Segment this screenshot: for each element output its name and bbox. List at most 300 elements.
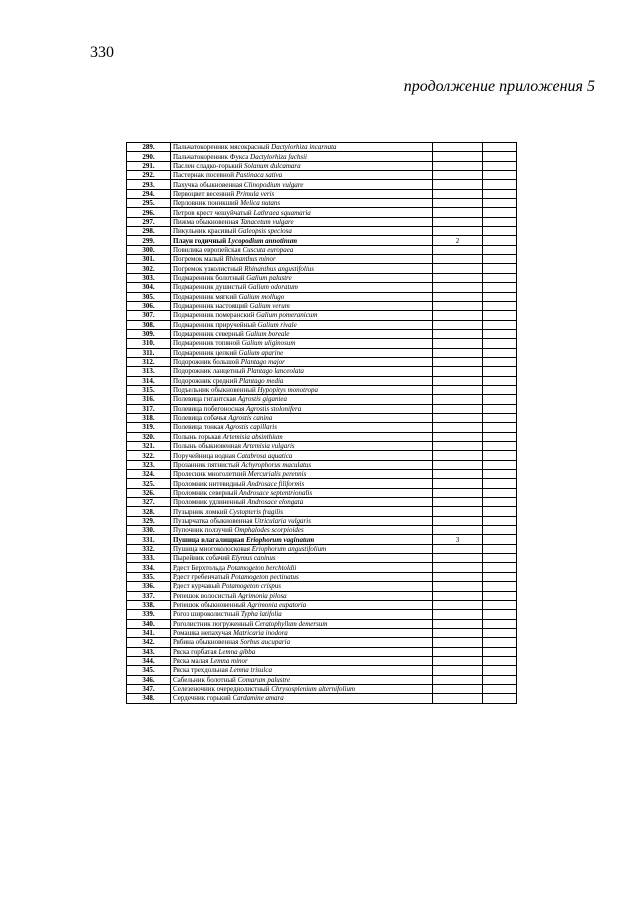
category-cell bbox=[433, 180, 483, 189]
empty-cell bbox=[483, 535, 517, 544]
row-number: 326. bbox=[127, 488, 171, 497]
species-russian-name: Подмаренник цепкий bbox=[173, 348, 237, 357]
species-latin-name: Agrostis stolonifera bbox=[246, 404, 302, 413]
category-cell bbox=[433, 273, 483, 282]
species-latin-name: Androsace elongata bbox=[247, 498, 304, 507]
species-latin-name: Sorbus aucuparia bbox=[240, 638, 291, 647]
category-cell bbox=[433, 675, 483, 684]
table-row bbox=[127, 273, 517, 282]
row-number: 325. bbox=[127, 479, 171, 488]
species-latin-name: Artemisia absinthium bbox=[222, 432, 283, 441]
species-russian-name: Проломник нитевидный bbox=[173, 479, 246, 488]
species-latin-name: Plantago media bbox=[238, 376, 284, 385]
row-number: 308. bbox=[127, 320, 171, 329]
species-name-cell bbox=[171, 171, 433, 180]
species-latin-name: Artemisia vulgaris bbox=[242, 442, 295, 451]
row-number: 317. bbox=[127, 404, 171, 413]
species-russian-name: Подорожник большой bbox=[173, 358, 240, 367]
empty-cell bbox=[483, 236, 517, 245]
category-cell bbox=[433, 591, 483, 600]
species-latin-name: Potamogeton berchtoldii bbox=[226, 563, 297, 572]
species-latin-name: Mercurialis perennis bbox=[247, 470, 307, 479]
category-cell bbox=[433, 292, 483, 301]
species-latin-name: Cardamine amara bbox=[232, 694, 284, 703]
species-russian-name: Пикульник красивый bbox=[173, 227, 237, 236]
species-name-cell bbox=[171, 273, 433, 282]
species-name-cell bbox=[171, 610, 433, 619]
category-cell bbox=[433, 217, 483, 226]
row-number: 322. bbox=[127, 451, 171, 460]
category-cell bbox=[433, 227, 483, 236]
table-row bbox=[127, 152, 517, 161]
species-name-cell bbox=[171, 292, 433, 301]
table-row bbox=[127, 208, 517, 217]
species-name-cell bbox=[171, 367, 433, 376]
table-row bbox=[127, 283, 517, 292]
species-latin-name: Primula veris bbox=[235, 189, 275, 198]
species-latin-name: Galium uliginosum bbox=[241, 339, 296, 348]
species-russian-name: Полынь горькая bbox=[173, 432, 221, 441]
species-name-cell bbox=[171, 413, 433, 422]
row-number: 316. bbox=[127, 395, 171, 404]
category-cell bbox=[433, 600, 483, 609]
species-name-cell bbox=[171, 526, 433, 535]
empty-cell bbox=[483, 367, 517, 376]
empty-cell bbox=[483, 171, 517, 180]
species-latin-name: Clinopodium vulgare bbox=[243, 180, 304, 189]
species-russian-name: Пушица многоколосковая bbox=[173, 544, 250, 553]
species-russian-name: Пижма обыкновенная bbox=[173, 217, 239, 226]
category-cell bbox=[433, 432, 483, 441]
species-russian-name: Полынь обыкновенная bbox=[173, 442, 241, 451]
row-number: 297. bbox=[127, 217, 171, 226]
empty-cell bbox=[483, 143, 517, 152]
species-russian-name: Пахучка обыкновенная bbox=[173, 180, 243, 189]
table-row bbox=[127, 675, 517, 684]
empty-cell bbox=[483, 320, 517, 329]
table-row bbox=[127, 516, 517, 525]
species-latin-name: Dactylorhiza incarnata bbox=[271, 143, 337, 152]
row-number: 315. bbox=[127, 385, 171, 394]
row-number: 341. bbox=[127, 628, 171, 637]
species-russian-name: Подмаренник померанский bbox=[173, 311, 255, 320]
species-russian-name: Пупочник ползучий bbox=[173, 526, 233, 535]
table-row bbox=[127, 189, 517, 198]
category-cell bbox=[433, 610, 483, 619]
row-number: 292. bbox=[127, 171, 171, 180]
empty-cell bbox=[483, 245, 517, 254]
category-cell bbox=[433, 339, 483, 348]
empty-cell bbox=[483, 563, 517, 572]
empty-cell bbox=[483, 199, 517, 208]
species-russian-name: Пальчатокоренник мясокрасный bbox=[173, 143, 270, 152]
category-cell bbox=[433, 376, 483, 385]
empty-cell bbox=[483, 582, 517, 591]
species-latin-name: Solanum dulcamara bbox=[244, 161, 301, 170]
species-latin-name: Androsace septentrionalis bbox=[239, 488, 313, 497]
species-name-cell bbox=[171, 535, 433, 544]
row-number: 331. bbox=[127, 535, 171, 544]
empty-cell bbox=[483, 413, 517, 422]
species-russian-name: Полевица собачья bbox=[173, 414, 227, 423]
species-russian-name: Роголистник погруженный bbox=[173, 619, 254, 628]
species-name-cell bbox=[171, 563, 433, 572]
table-row bbox=[127, 264, 517, 273]
row-number: 307. bbox=[127, 311, 171, 320]
species-latin-name: Tanacetum vulgare bbox=[240, 217, 294, 226]
species-latin-name: Lathraea squamaria bbox=[253, 208, 311, 217]
species-russian-name: Пузырчатка обыкновенная bbox=[173, 516, 253, 525]
species-name-cell bbox=[171, 245, 433, 254]
row-number: 318. bbox=[127, 413, 171, 422]
species-latin-name: Melica nutans bbox=[240, 199, 281, 208]
category-cell bbox=[433, 329, 483, 338]
species-russian-name: Репешок обыкновенный bbox=[173, 601, 246, 610]
species-name-cell bbox=[171, 264, 433, 273]
species-latin-name: Galium boreale bbox=[245, 330, 290, 339]
table-row bbox=[127, 460, 517, 469]
table-row bbox=[127, 535, 517, 544]
category-cell bbox=[433, 460, 483, 469]
species-name-cell bbox=[171, 283, 433, 292]
species-russian-name: Подмаренник топяной bbox=[173, 339, 240, 348]
species-russian-name: Рябина обыкновенная bbox=[173, 638, 239, 647]
species-russian-name: Паслен сладко-горький bbox=[173, 161, 243, 170]
empty-cell bbox=[483, 666, 517, 675]
table-row bbox=[127, 638, 517, 647]
row-number: 321. bbox=[127, 442, 171, 451]
empty-cell bbox=[483, 404, 517, 413]
species-russian-name: Рдест Берхтольда bbox=[173, 563, 226, 572]
table-row bbox=[127, 301, 517, 310]
row-number: 336. bbox=[127, 582, 171, 591]
species-name-cell bbox=[171, 395, 433, 404]
row-number: 339. bbox=[127, 610, 171, 619]
row-number: 302. bbox=[127, 264, 171, 273]
empty-cell bbox=[483, 189, 517, 198]
category-cell bbox=[433, 572, 483, 581]
species-name-cell bbox=[171, 311, 433, 320]
empty-cell bbox=[483, 273, 517, 282]
species-name-cell bbox=[171, 479, 433, 488]
row-number: 304. bbox=[127, 283, 171, 292]
species-name-cell bbox=[171, 227, 433, 236]
table-row bbox=[127, 199, 517, 208]
category-cell bbox=[433, 199, 483, 208]
row-number: 311. bbox=[127, 348, 171, 357]
species-name-cell bbox=[171, 357, 433, 366]
row-number: 290. bbox=[127, 152, 171, 161]
species-russian-name: Подмаренник душистый bbox=[173, 283, 247, 292]
row-number: 327. bbox=[127, 498, 171, 507]
category-cell bbox=[433, 694, 483, 703]
row-number: 300. bbox=[127, 245, 171, 254]
category-cell bbox=[433, 264, 483, 273]
row-number: 337. bbox=[127, 591, 171, 600]
empty-cell bbox=[483, 610, 517, 619]
species-name-cell bbox=[171, 161, 433, 170]
table-row bbox=[127, 385, 517, 394]
table-row bbox=[127, 227, 517, 236]
species-latin-name: Plantago lanceolata bbox=[246, 367, 304, 376]
species-latin-name: Comarum palustre bbox=[237, 675, 291, 684]
empty-cell bbox=[483, 339, 517, 348]
empty-cell bbox=[483, 591, 517, 600]
species-latin-name: Plantago major bbox=[240, 358, 285, 367]
row-number: 313. bbox=[127, 367, 171, 376]
table-row bbox=[127, 563, 517, 572]
empty-cell bbox=[483, 385, 517, 394]
species-russian-name: Проломник удлиненный bbox=[173, 498, 246, 507]
empty-cell bbox=[483, 161, 517, 170]
category-cell bbox=[433, 255, 483, 264]
species-name-cell bbox=[171, 320, 433, 329]
empty-cell bbox=[483, 488, 517, 497]
species-russian-name: Пальчатокоренник Фукса bbox=[173, 152, 249, 161]
row-number: 320. bbox=[127, 432, 171, 441]
table-row bbox=[127, 507, 517, 516]
species-name-cell bbox=[171, 572, 433, 581]
species-name-cell bbox=[171, 423, 433, 432]
category-cell bbox=[433, 507, 483, 516]
species-name-cell bbox=[171, 385, 433, 394]
empty-cell bbox=[483, 694, 517, 703]
species-name-cell bbox=[171, 217, 433, 226]
row-number: 298. bbox=[127, 227, 171, 236]
species-russian-name: Подорожник ланцетный bbox=[173, 367, 246, 376]
category-cell bbox=[433, 582, 483, 591]
empty-cell bbox=[483, 180, 517, 189]
species-russian-name: Плаун годичный bbox=[173, 236, 227, 245]
table-row bbox=[127, 311, 517, 320]
empty-cell bbox=[483, 479, 517, 488]
species-russian-name: Проломник северный bbox=[173, 488, 238, 497]
table-row bbox=[127, 367, 517, 376]
species-latin-name: Rhinanthus angustifolius bbox=[244, 264, 314, 273]
species-latin-name: Eriophorum vaginatum bbox=[245, 535, 315, 544]
table-row bbox=[127, 180, 517, 189]
empty-cell bbox=[483, 357, 517, 366]
species-russian-name: Пастернак посевной bbox=[173, 171, 234, 180]
species-russian-name: Подмаренник болотный bbox=[173, 273, 245, 282]
species-name-cell bbox=[171, 647, 433, 656]
empty-cell bbox=[483, 451, 517, 460]
category-cell bbox=[433, 357, 483, 366]
row-number: 346. bbox=[127, 675, 171, 684]
table-row bbox=[127, 171, 517, 180]
species-russian-name: Ромашка непахучая bbox=[173, 629, 232, 638]
category-cell bbox=[433, 423, 483, 432]
species-name-cell bbox=[171, 255, 433, 264]
species-latin-name: Potamogeton crispus bbox=[221, 582, 281, 591]
species-russian-name: Подмаренник настоящий bbox=[173, 302, 248, 311]
species-russian-name: Петров крест чешуйчатый bbox=[173, 208, 252, 217]
species-russian-name: Пушица влагалищная bbox=[173, 535, 245, 544]
species-russian-name: Полевица тонкая bbox=[173, 423, 224, 432]
empty-cell bbox=[483, 442, 517, 451]
species-name-cell bbox=[171, 694, 433, 703]
table-row bbox=[127, 320, 517, 329]
species-russian-name: Перловник поникший bbox=[173, 199, 239, 208]
row-number: 294. bbox=[127, 189, 171, 198]
table-row bbox=[127, 395, 517, 404]
species-name-cell bbox=[171, 675, 433, 684]
category-cell bbox=[433, 152, 483, 161]
species-latin-name: Lycopodium annotinum bbox=[227, 236, 298, 245]
species-name-cell bbox=[171, 208, 433, 217]
species-latin-name: Elymus caninus bbox=[231, 554, 276, 563]
species-name-cell bbox=[171, 628, 433, 637]
table-row bbox=[127, 526, 517, 535]
row-number: 328. bbox=[127, 507, 171, 516]
row-number: 323. bbox=[127, 460, 171, 469]
row-number: 344. bbox=[127, 656, 171, 665]
species-russian-name: Прозанник пятнистый bbox=[173, 460, 240, 469]
species-latin-name: Lemna gibba bbox=[218, 647, 256, 656]
species-russian-name: Полевица побегоносная bbox=[173, 404, 245, 413]
category-cell bbox=[433, 638, 483, 647]
species-russian-name: Погремок малый bbox=[173, 255, 224, 264]
species-russian-name: Пырейник собачий bbox=[173, 554, 230, 563]
table-row bbox=[127, 582, 517, 591]
table-row bbox=[127, 666, 517, 675]
species-name-cell bbox=[171, 180, 433, 189]
row-number: 295. bbox=[127, 199, 171, 208]
species-name-cell bbox=[171, 591, 433, 600]
row-number: 312. bbox=[127, 357, 171, 366]
species-latin-name: Agrimonia eupatoria bbox=[247, 601, 307, 610]
category-cell bbox=[433, 348, 483, 357]
species-latin-name: Galium pomeranicum bbox=[256, 311, 318, 320]
table-row bbox=[127, 600, 517, 609]
empty-cell bbox=[483, 227, 517, 236]
category-cell bbox=[433, 684, 483, 693]
table-row bbox=[127, 442, 517, 451]
category-cell bbox=[433, 245, 483, 254]
empty-cell bbox=[483, 395, 517, 404]
category-cell bbox=[433, 544, 483, 553]
empty-cell bbox=[483, 572, 517, 581]
table-row bbox=[127, 610, 517, 619]
empty-cell bbox=[483, 656, 517, 665]
empty-cell bbox=[483, 526, 517, 535]
row-number: 333. bbox=[127, 554, 171, 563]
page-number: 330 bbox=[90, 44, 114, 61]
species-latin-name: Matricaria inodora bbox=[233, 629, 288, 638]
species-latin-name: Androsace filiformis bbox=[247, 479, 305, 488]
species-russian-name: Повилика европейская bbox=[173, 245, 241, 254]
species-latin-name: Hypopitys monotropa bbox=[257, 386, 319, 395]
category-cell bbox=[433, 367, 483, 376]
table-row bbox=[127, 647, 517, 656]
category-cell bbox=[433, 563, 483, 572]
species-latin-name: Agrimonia pilosa bbox=[237, 591, 287, 600]
table-row bbox=[127, 329, 517, 338]
empty-cell bbox=[483, 507, 517, 516]
species-name-cell bbox=[171, 442, 433, 451]
category-cell bbox=[433, 666, 483, 675]
category-cell bbox=[433, 161, 483, 170]
species-name-cell bbox=[171, 432, 433, 441]
empty-cell bbox=[483, 600, 517, 609]
row-number: 299. bbox=[127, 236, 171, 245]
table-row bbox=[127, 357, 517, 366]
species-latin-name: Omphalodes scorpioides bbox=[234, 526, 304, 535]
species-name-cell bbox=[171, 498, 433, 507]
table-row bbox=[127, 432, 517, 441]
row-number: 305. bbox=[127, 292, 171, 301]
empty-cell bbox=[483, 684, 517, 693]
species-latin-name: Galium mollugo bbox=[238, 292, 285, 301]
empty-cell bbox=[483, 264, 517, 273]
table-row bbox=[127, 554, 517, 563]
category-cell bbox=[433, 208, 483, 217]
empty-cell bbox=[483, 470, 517, 479]
species-russian-name: Рдест гребенчатый bbox=[173, 572, 230, 581]
species-name-cell bbox=[171, 339, 433, 348]
species-latin-name: Achyrophorus maculatus bbox=[241, 460, 312, 469]
empty-cell bbox=[483, 498, 517, 507]
empty-cell bbox=[483, 554, 517, 563]
empty-cell bbox=[483, 628, 517, 637]
row-number: 306. bbox=[127, 301, 171, 310]
category-cell bbox=[433, 413, 483, 422]
table-row bbox=[127, 245, 517, 254]
appendix-title: продолжение приложения 5 bbox=[403, 78, 595, 95]
category-cell bbox=[433, 516, 483, 525]
species-latin-name: Catabrosa aquatica bbox=[236, 451, 293, 460]
table-row bbox=[127, 479, 517, 488]
species-latin-name: Typha latifolia bbox=[240, 610, 282, 619]
species-latin-name: Lemna minor bbox=[210, 657, 248, 666]
row-number: 338. bbox=[127, 600, 171, 609]
empty-cell bbox=[483, 544, 517, 553]
species-russian-name: Рдест курчавый bbox=[173, 582, 220, 591]
empty-cell bbox=[483, 647, 517, 656]
table-row bbox=[127, 217, 517, 226]
row-number: 303. bbox=[127, 273, 171, 282]
table-row bbox=[127, 143, 517, 152]
species-latin-name: Chrysosplenium alternifolium bbox=[271, 685, 355, 694]
species-latin-name: Pastinaca sativa bbox=[235, 171, 283, 180]
species-russian-name: Рогоз широколистный bbox=[173, 610, 240, 619]
species-latin-name: Galium aparine bbox=[238, 348, 284, 357]
category-cell bbox=[433, 470, 483, 479]
species-name-cell bbox=[171, 638, 433, 647]
species-name-cell bbox=[171, 301, 433, 310]
species-latin-name: Ceratophyllum demersum bbox=[254, 619, 328, 628]
species-name-cell bbox=[171, 684, 433, 693]
row-number: 342. bbox=[127, 638, 171, 647]
species-name-cell bbox=[171, 199, 433, 208]
species-latin-name: Agrostis capillaris bbox=[225, 423, 277, 432]
table-row bbox=[127, 292, 517, 301]
empty-cell bbox=[483, 423, 517, 432]
species-russian-name: Подъельник обыкновенный bbox=[173, 386, 256, 395]
row-number: 301. bbox=[127, 255, 171, 264]
species-russian-name: Подмаренник северный bbox=[173, 330, 244, 339]
category-cell bbox=[433, 189, 483, 198]
category-cell bbox=[433, 320, 483, 329]
empty-cell bbox=[483, 348, 517, 357]
species-russian-name: Сабельник болотный bbox=[173, 675, 236, 684]
species-latin-name: Potamogeton pectinatus bbox=[230, 572, 299, 581]
row-number: 329. bbox=[127, 516, 171, 525]
species-russian-name: Первоцвет весенний bbox=[173, 189, 235, 198]
species-name-cell bbox=[171, 656, 433, 665]
species-latin-name: Galium rivale bbox=[257, 320, 297, 329]
table-row bbox=[127, 572, 517, 581]
